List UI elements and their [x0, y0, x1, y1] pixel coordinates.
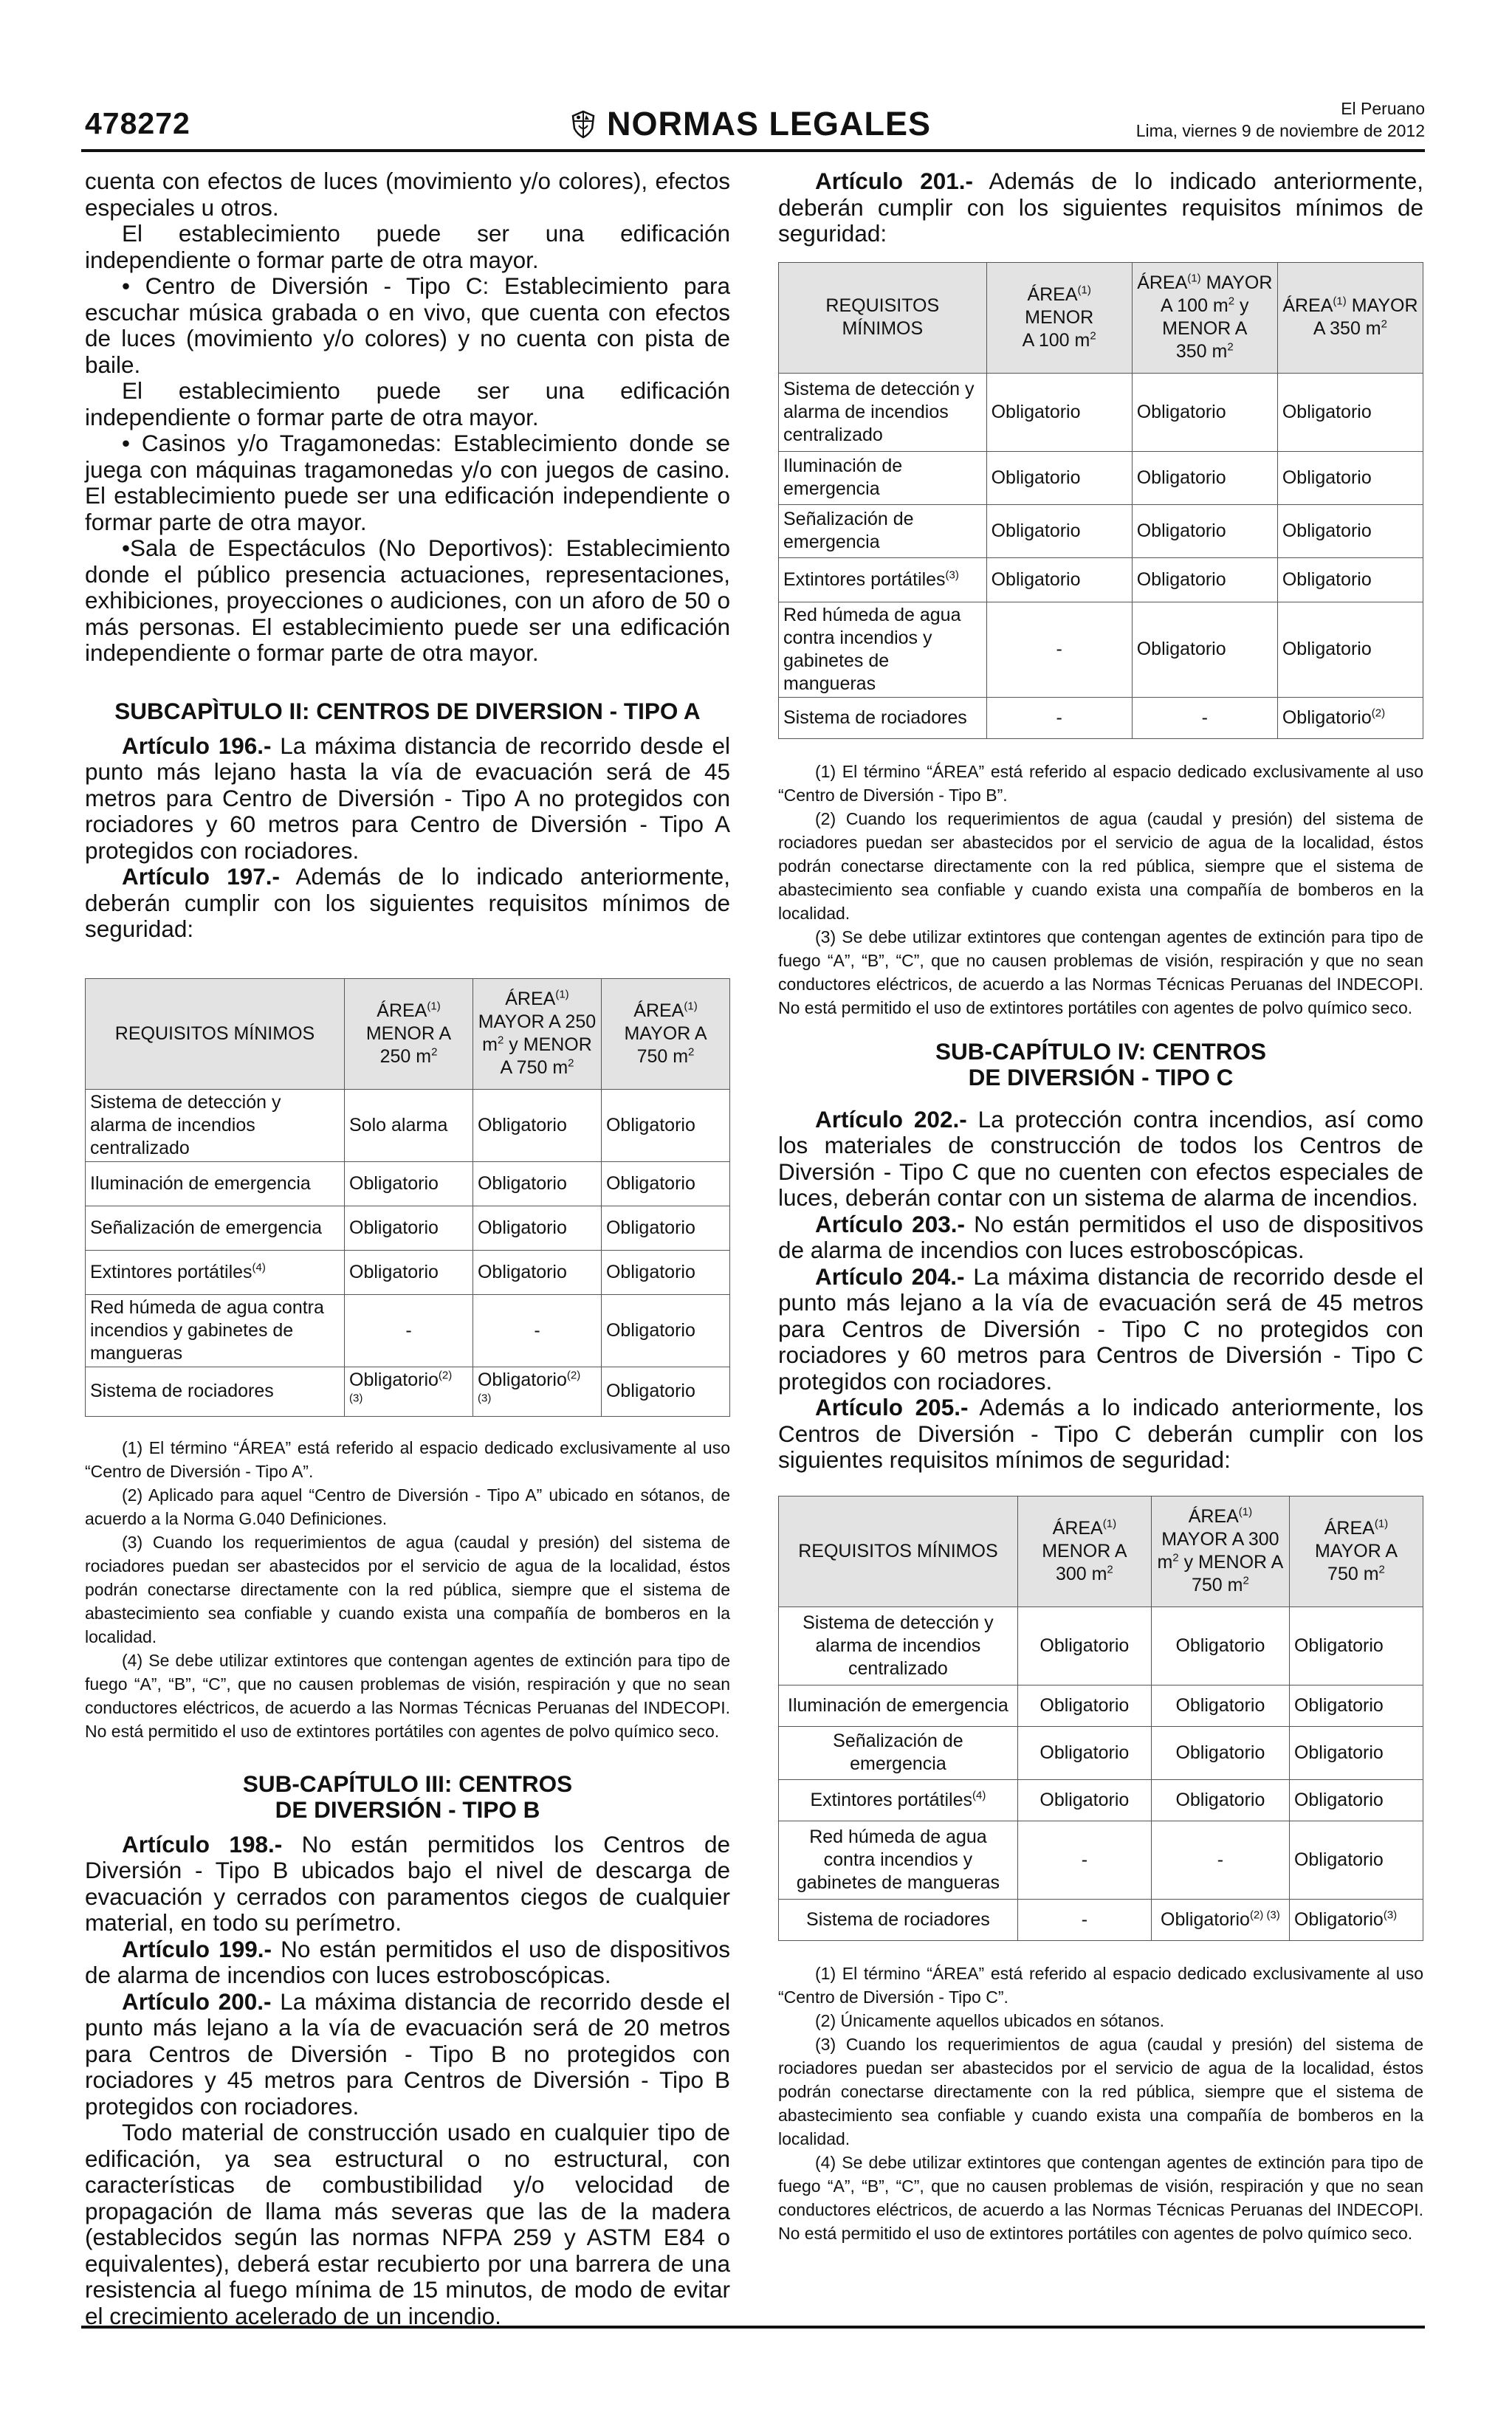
footnote: (1) El término “ÁREA” está referido al espacio dedicado exclusivamente al uso “Centro de Diversión - Tipo A”. [85, 1437, 730, 1481]
header-area-medium: ÁREA$^{(1)}$ MAYOR A 300 $m^2$ y MENOR A 750 $m^2$ [1151, 1496, 1289, 1607]
value-cell: Obligatorio [601, 1089, 729, 1161]
newspaper-page [81, 0, 1425, 2426]
table-row [779, 504, 1423, 557]
requirement-cell: Extintores portátiles$^{(4)}$ [86, 1250, 345, 1294]
value-cell: Obligatorio [472, 1089, 601, 1161]
table-row [779, 1726, 1423, 1779]
footer-rule [81, 2326, 1425, 2329]
table-row [779, 602, 1423, 697]
article-196 [85, 733, 730, 865]
table-header-row [779, 1496, 1423, 1607]
article-text: No están permitidos el uso de dispositivos de alarma de incendios con luces estroboscópicas. [85, 1935, 730, 1988]
header-rule [81, 149, 1425, 152]
table-row [779, 1685, 1423, 1726]
table-row [779, 451, 1423, 504]
article-label: Artículo 202.- [815, 1105, 967, 1133]
value-cell: Obligatorio [1132, 557, 1277, 602]
table-row [86, 1294, 730, 1367]
value-cell: Obligatorio [1289, 1821, 1423, 1899]
subchapter-heading: SUBCAPÌTULO II: CENTROS DE DIVERSION - TIPO A [114, 697, 701, 724]
value-cell: Obligatorio [1017, 1607, 1151, 1685]
requirement-cell: Sistema de detección y alarma de incendios centralizado [86, 1089, 345, 1161]
value-cell: Obligatorio [986, 504, 1132, 557]
value-cell: Obligatorio [1277, 451, 1423, 504]
value-cell: Obligatorio [1277, 504, 1423, 557]
subchapter-heading: SUB-CAPÍTULO IV: CENTROS DE DIVERSIÓN - TIPO C [935, 1037, 1266, 1090]
requirement-cell: Iluminación de emergencia [86, 1161, 345, 1206]
table-row [779, 557, 1423, 602]
paragraph: Todo material de construcción usado en cualquier tipo de edificación, ya sea estructural o no estructural, con características de combustibilidad y/o velocidad de propagación de llama más severas que las de la madera (establecidos según las normas NFPA 259 y ASTM E84 o equivalentes), deberá estar recubierto por una barrera de una resistencia al fuego mínima de 15 minutos, de modo de evitar el crecimiento acelerado de un incendio. [85, 2119, 730, 2329]
value-cell: Obligatorio [601, 1206, 729, 1250]
footnote: (2) Cuando los requerimientos de agua (caudal y presión) del sistema de rociadores puedan ser abastecidos por el servicio de agua de la localidad, éstos podrán conectarse directamente con la red pública, siempre que el sistema de abastecimiento sea confiable y cuando exista una compañía de bomberos en la localidad. [778, 808, 1423, 923]
article-label: Artículo 201.- [815, 168, 974, 194]
header-requirements: REQUISITOS MÍNIMOS [779, 262, 987, 373]
requirements-table-tipo-a [85, 978, 730, 1417]
value-cell: Obligatorio [345, 1161, 473, 1206]
table-row [779, 1899, 1423, 1940]
value-cell: Obligatorio [601, 1250, 729, 1294]
article-197 [85, 864, 730, 943]
header-requirements: REQUISITOS MÍNIMOS [86, 978, 345, 1089]
value-cell: Obligatorio [1151, 1685, 1289, 1726]
table-row [779, 697, 1423, 738]
article-199 [85, 1937, 730, 1989]
value-cell: - [986, 697, 1132, 738]
value-cell: Obligatorio [1017, 1779, 1151, 1821]
requirement-cell: Señalización de emergencia [86, 1206, 345, 1250]
value-cell: Obligatorio [472, 1161, 601, 1206]
paragraph: cuenta con efectos de luces (movimiento y/o colores), efectos especiales u otros. [85, 168, 730, 221]
article-198 [85, 1832, 730, 1937]
requirement-cell: Sistema de detección y alarma de incendios centralizado [779, 373, 987, 451]
article-text: No están permitidos los Centros de Diversión - Tipo B ubicados bajo el nivel de descarga de evacuación y cerrados con paramentos ciegos de cualquier material, en todo su perímetro. [85, 1830, 730, 1936]
section-title-text: NORMAS LEGALES [607, 105, 932, 142]
value-cell: Obligatorio$^{(3)}$ [1289, 1899, 1423, 1940]
value-cell: Obligatorio [1277, 557, 1423, 602]
table-row [86, 1161, 730, 1206]
header-publication [1136, 97, 1425, 142]
requirement-cell: Sistema de rociadores [779, 697, 987, 738]
value-cell: Obligatorio$^{(2) (3)}$ [472, 1367, 601, 1416]
value-cell: Obligatorio [1289, 1779, 1423, 1821]
value-cell: Obligatorio [986, 557, 1132, 602]
requirement-cell: Sistema de rociadores [86, 1367, 345, 1416]
value-cell: Obligatorio [1277, 602, 1423, 697]
article-label: Artículo 200.- [122, 1987, 272, 2015]
value-cell: - [1017, 1899, 1151, 1940]
article-label: Artículo 205.- [815, 1394, 969, 1420]
value-cell: Obligatorio [601, 1367, 729, 1416]
footnote: (1) El término “ÁREA” está referido al espacio dedicado exclusivamente al uso “Centro de Diversión - Tipo C”. [778, 1963, 1423, 2007]
value-cell: Obligatorio [1017, 1726, 1151, 1779]
value-cell: Obligatorio [986, 373, 1132, 451]
header-area-small: ÁREA$^{(1)}$ MENOR A 250 $m^2$ [345, 978, 473, 1089]
article-label: Artículo 199.- [122, 1935, 272, 1962]
value-cell: Obligatorio$^{(2)}$ [1277, 697, 1423, 738]
header-area-medium: ÁREA$^{(1)}$ MAYOR A 100 $m^2$ y MENOR A 350 $m^2$ [1132, 262, 1277, 373]
value-cell: Obligatorio [986, 451, 1132, 504]
table-header-row [779, 262, 1423, 373]
value-cell: Obligatorio [1132, 602, 1277, 697]
article-200 [85, 1989, 730, 2120]
table-row [86, 1367, 730, 1416]
value-cell: Obligatorio [1132, 451, 1277, 504]
value-cell: Obligatorio [1132, 373, 1277, 451]
coat-of-arms-icon [568, 109, 598, 139]
header-area-large: ÁREA$^{(1)}$ MAYOR A 750 $m^2$ [1289, 1496, 1423, 1607]
page-number: 478272 [85, 106, 190, 140]
table-row [86, 1206, 730, 1250]
requirement-cell: Extintores portátiles$^{(3)}$ [779, 557, 987, 602]
value-cell: Solo alarma [345, 1089, 473, 1161]
subchapter-heading: SUB-CAPÍTULO III: CENTROS DE DIVERSIÓN - TIPO B [242, 1770, 573, 1823]
article-201 [778, 168, 1423, 247]
left-column [85, 168, 730, 2329]
footnote: (3) Cuando los requerimientos de agua (caudal y presión) del sistema de rociadores puedan ser abastecidos por el servicio de agua de la localidad, éstos podrán conectarse directamente con la red pública, siempre que el sistema de abastecimiento sea confiable y cuando exista una compañía de bomberos en la localidad. [85, 1532, 730, 1646]
value-cell: Obligatorio$^{(2) (3)}$ [1151, 1899, 1289, 1940]
requirement-cell: Red húmeda de agua contra incendios y gabinetes de mangueras [779, 1821, 1018, 1899]
footnote: (1) El término “ÁREA” está referido al espacio dedicado exclusivamente al uso “Centro de Diversión - Tipo B”. [778, 761, 1423, 805]
publication-date: Lima, viernes 9 de noviembre de 2012 [1135, 121, 1425, 140]
value-cell: Obligatorio [1151, 1779, 1289, 1821]
article-label: Artículo 204.- [815, 1262, 965, 1290]
value-cell: - [1017, 1821, 1151, 1899]
article-label: Artículo 197.- [122, 863, 281, 890]
value-cell: Obligatorio [1132, 504, 1277, 557]
paragraph: El establecimiento puede ser una edificación independiente o formar parte de otra mayor. [85, 220, 730, 273]
footnote: (4) Se debe utilizar extintores que contengan agentes de extinción para tipo de fuego “A”, “B”, “C”, que no causen problemas de visión, respiración y que no sean conductores eléctricos, de acuerdo a las Normas Técnicas Peruanas del INDECOPI. No está permitido el uso de extintores portátiles con agentes de polvo químico seco. [85, 1650, 730, 1741]
footnote: (4) Se debe utilizar extintores que contengan agentes de extinción para tipo de fuego “A”, “B”, “C”, que no causen problemas de visión, respiración y que no sean conductores eléctricos, de acuerdo a las Normas Técnicas Peruanas del INDECOPI. No está permitido el uso de extintores portátiles con agentes de polvo químico seco. [778, 2152, 1423, 2243]
value-cell: Obligatorio [472, 1206, 601, 1250]
article-text: No están permitidos el uso de dispositivos de alarma de incendios con luces estroboscópicas. [778, 1210, 1423, 1263]
value-cell: Obligatorio [472, 1250, 601, 1294]
section-title [568, 105, 931, 143]
table-row [86, 1250, 730, 1294]
header-area-small: ÁREA$^{(1)}$ MENOR A 300 $m^2$ [1017, 1496, 1151, 1607]
table-row [86, 1089, 730, 1161]
value-cell: Obligatorio [1277, 373, 1423, 451]
value-cell: - [1132, 697, 1277, 738]
page-header [81, 97, 1425, 142]
paragraph: •Sala de Espectáculos (No Deportivos): Establecimiento donde el público presencia actuaciones, representaciones, exhibiciones, proyecciones o audiciones, con un aforo de 50 o más personas. El establecimiento puede ser una edificación independiente o formar parte de otra mayor. [85, 535, 730, 666]
requirements-table-tipo-c [778, 1496, 1423, 1941]
requirement-cell: Sistema de rociadores [779, 1899, 1018, 1940]
header-area-large: ÁREA$^{(1)}$ MAYOR A 750 $m^2$ [601, 978, 729, 1089]
article-text: La máxima distancia de recorrido desde el punto más lejano a la vía de evacuación será de 20 metros para Centros de Diversión - Tipo B no protegidos con rociadores y 45 metros para Centros de Diversión - Tipo B protegidos con rociadores. [85, 1987, 730, 2120]
article-text: La máxima distancia de recorrido desde el punto más lejano a la vía de evacuación será de 45 metros para Centros de Diversión - Tipo C no protegidos con rociadores y 60 metros para Centros de Diversión - Tipo C protegidos con rociadores. [778, 1262, 1423, 1395]
value-cell: - [986, 602, 1132, 697]
article-label: Artículo 196.- [122, 732, 272, 759]
value-cell: Obligatorio [1151, 1607, 1289, 1685]
article-205 [778, 1395, 1423, 1474]
publication-name: El Peruano [1341, 99, 1425, 118]
article-204 [778, 1264, 1423, 1395]
requirement-cell: Sistema de detección y alarma de incendios centralizado [779, 1607, 1018, 1685]
footnote: (3) Cuando los requerimientos de agua (caudal y presión) del sistema de rociadores puedan ser abastecidos por el servicio de agua de la localidad, éstos podrán conectarse directamente con la red pública, siempre que el sistema de abastecimiento sea confiable y cuando exista una compañía de bomberos en la localidad. [778, 2034, 1423, 2148]
value-cell: Obligatorio [345, 1206, 473, 1250]
header-requirements: REQUISITOS MÍNIMOS [779, 1496, 1018, 1607]
footnote: (2) Aplicado para aquel “Centro de Diversión - Tipo A” ubicado en sótanos, de acuerdo a la Norma G.040 Definiciones. [85, 1485, 730, 1528]
table-row [779, 1821, 1423, 1899]
article-202 [778, 1107, 1423, 1212]
footnote: (3) Se debe utilizar extintores que contengan agentes de extinción para tipo de fuego “A”, “B”, “C”, que no causen problemas de visión, respiración y que no sean conductores eléctricos, de acuerdo a las Normas Técnicas Peruanas del INDECOPI. No está permitido el uso de extintores portátiles con agentes de polvo químico seco. [778, 927, 1423, 1017]
article-label: Artículo 203.- [815, 1210, 965, 1237]
value-cell: Obligatorio [345, 1250, 473, 1294]
right-column [778, 168, 1423, 2245]
requirement-cell: Iluminación de emergencia [779, 451, 987, 504]
value-cell: Obligatorio [1151, 1726, 1289, 1779]
requirement-cell: Señalización de emergencia [779, 1726, 1018, 1779]
requirement-cell: Red húmeda de agua contra incendios y gabinetes de mangueras [86, 1294, 345, 1367]
value-cell: Obligatorio [1289, 1607, 1423, 1685]
article-text: Además de lo indicado anteriormente, deberán cumplir con los siguientes requisitos mínimos de seguridad: [778, 168, 1423, 247]
requirement-cell: Señalización de emergencia [779, 504, 987, 557]
value-cell: Obligatorio [601, 1294, 729, 1367]
requirement-cell: Iluminación de emergencia [779, 1685, 1018, 1726]
requirement-cell: Red húmeda de agua contra incendios y gabinetes de mangueras [779, 602, 987, 697]
value-cell: - [345, 1294, 473, 1367]
table-row [779, 1779, 1423, 1821]
paragraph: • Centro de Diversión - Tipo C: Establecimiento para escuchar música grabada o en vivo, que cuenta con efectos de luces (movimiento y/o colores) y no cuenta con pista de baile. [85, 272, 730, 378]
paragraph: • Casinos y/o Tragamonedas: Establecimiento donde se juega con máquinas tragamonedas y/o con juegos de casino. El establecimiento puede ser una edificación independiente o formar parte de otra mayor. [85, 430, 730, 535]
value-cell: Obligatorio [1289, 1726, 1423, 1779]
value-cell: - [472, 1294, 601, 1367]
article-text: Además a lo indicado anteriormente, los Centros de Diversión - Tipo C deberán cumplir con los siguientes requisitos mínimos de seguridad: [778, 1394, 1423, 1473]
article-label: Artículo 198.- [122, 1830, 283, 1858]
value-cell: Obligatorio$^{(2) (3)}$ [345, 1367, 473, 1416]
header-area-small: ÁREA$^{(1)}$ MENOR A 100 $m^2$ [986, 262, 1132, 373]
article-text: La máxima distancia de recorrido desde el punto más lejano hasta la vía de evacuación será de 45 metros para Centro de Diversión - Tipo A no protegidos con rociadores y 60 metros para Centro de Diversión - Tipo A protegidos con rociadores. [85, 732, 730, 864]
article-text: La protección contra incendios, así como los materiales de construcción de todos los Centros de Diversión - Tipo C que no cuenten con efectos especiales de luces, deberán contar con un sistema de alarma de incendios. [778, 1105, 1423, 1211]
table-row [779, 1607, 1423, 1685]
paragraph: El establecimiento puede ser una edificación independiente o formar parte de otra mayor. [85, 377, 730, 430]
requirements-table-tipo-b [778, 262, 1423, 739]
table-row [779, 373, 1423, 451]
header-area-large: ÁREA$^{(1)}$ MAYOR A 350 $m^2$ [1277, 262, 1423, 373]
header-area-medium: ÁREA$^{(1)}$ MAYOR A 250 $m^2$ y MENOR A 750 $m^2$ [472, 978, 601, 1089]
footnote: (2) Únicamente aquellos ubicados en sótanos. [815, 2010, 1165, 2030]
value-cell: - [1151, 1821, 1289, 1899]
requirement-cell: Extintores portátiles$^{(4)}$ [779, 1779, 1018, 1821]
value-cell: Obligatorio [1289, 1685, 1423, 1726]
value-cell: Obligatorio [601, 1161, 729, 1206]
value-cell: Obligatorio [1017, 1685, 1151, 1726]
article-text: Además de lo indicado anteriormente, deberán cumplir con los siguientes requisitos mínimos de seguridad: [85, 863, 730, 942]
article-203 [778, 1212, 1423, 1264]
table-header-row [86, 978, 730, 1089]
